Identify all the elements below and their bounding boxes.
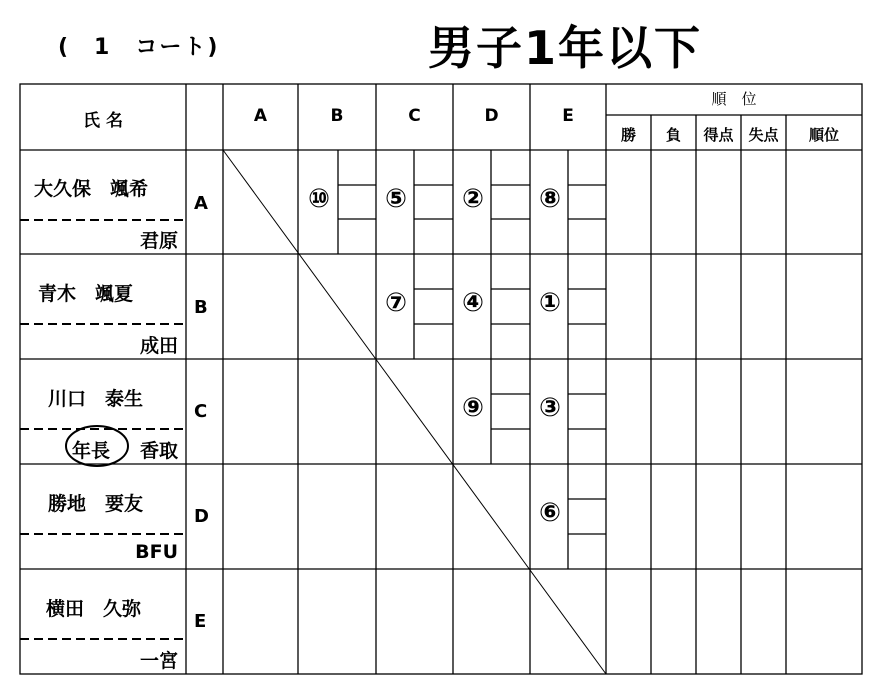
player-c-name: 川口 泰生 — [48, 388, 144, 410]
match-order-b-d: ④ — [461, 288, 484, 318]
ranking-wins-header: 勝 — [620, 126, 636, 144]
match-order-b-c: ⑦ — [384, 288, 407, 318]
ranking-rank-header: 順位 — [808, 126, 839, 144]
player-b-code: B — [194, 297, 208, 318]
match-order-a-c: ⑤ — [384, 184, 407, 214]
player-b-club: 成田 — [139, 335, 178, 357]
player-e-code: E — [194, 611, 207, 632]
player-d-club: BFU — [135, 541, 178, 563]
player-a-name: 大久保 颯希 — [34, 178, 149, 200]
player-e-club: 一宮 — [139, 650, 178, 672]
match-order-a-e: ⑧ — [538, 184, 561, 214]
match-order-a-b: ⑩ — [307, 184, 330, 214]
player-c-club: 香取 — [139, 440, 178, 462]
player-e-name: 横田 久弥 — [46, 598, 142, 620]
ranking-points-against-header: 失点 — [748, 126, 779, 144]
ranking-points-for-header: 得点 — [703, 126, 734, 144]
opponent-header-b: B — [330, 106, 344, 126]
player-b-name: 青木 颯夏 — [38, 283, 134, 305]
match-order-c-d: ⑨ — [461, 393, 484, 423]
match-order-b-e: ① — [538, 288, 561, 318]
player-d-name: 勝地 要友 — [48, 493, 144, 515]
opponent-header-e: E — [562, 106, 574, 126]
match-order-d-e: ⑥ — [538, 498, 561, 528]
match-order-c-e: ③ — [538, 393, 561, 423]
opponent-header-c: C — [408, 106, 421, 126]
player-c-code: C — [194, 401, 208, 422]
ranking-header: 順 位 — [711, 90, 757, 108]
player-d-code: D — [194, 506, 209, 527]
ranking-losses-header: 負 — [665, 126, 681, 144]
page-title: 男子1年以下 — [428, 21, 703, 75]
player-c-circled-note: 年長 — [72, 440, 111, 462]
player-a-club: 君原 — [139, 230, 178, 252]
match-order-a-d: ② — [461, 184, 484, 214]
player-a-code: A — [194, 193, 208, 214]
opponent-header-a: A — [253, 106, 268, 126]
opponent-header-d: D — [484, 106, 499, 126]
court-label: ( 1 コート) — [58, 35, 220, 60]
name-column-header: 氏 名 — [83, 111, 123, 131]
